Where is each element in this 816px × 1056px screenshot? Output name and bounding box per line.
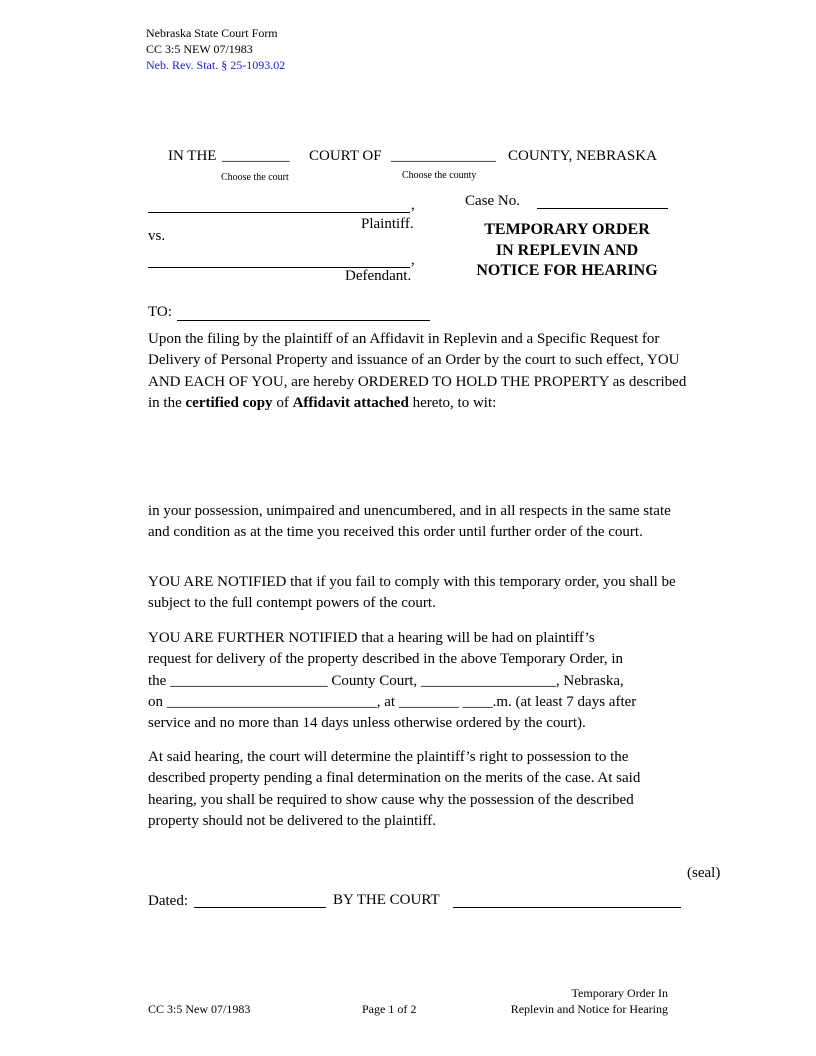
hearing-line-1: YOU ARE FURTHER NOTIFIED that a hearing will be had on plaintiff’s [148, 630, 595, 646]
defendant-label: Defendant. [345, 268, 412, 284]
by-the-court-label: BY THE COURT [333, 892, 440, 908]
defendant-comma: , [411, 252, 415, 268]
hearing-paragraph [148, 628, 688, 734]
case-no-label: Case No. [465, 193, 520, 209]
form-name: Nebraska State Court Form [146, 26, 278, 40]
order-bold-certified-copy: certified copy [185, 394, 273, 411]
caption-in-the: IN THE [168, 148, 217, 164]
footer-title [460, 985, 668, 1017]
footer-title-line-1: Temporary Order In [571, 986, 668, 1000]
judge-signature-field[interactable] [453, 889, 681, 908]
vs-label: vs. [148, 228, 166, 244]
case-no-field[interactable] [537, 190, 668, 209]
footer-title-line-2: Replevin and Notice for Hearing [510, 1002, 668, 1016]
choose-county-hint: Choose the county [402, 170, 477, 181]
dated-label: Dated: [148, 893, 188, 909]
possession-paragraph: in your possession, unimpaired and unencumbered, and in all respects in the same state and condition as at the time you received this order until further order of the court. [148, 503, 671, 541]
defendant-name-field[interactable] [148, 249, 410, 268]
contempt-paragraph: YOU ARE NOTIFIED that if you fail to comply with this temporary order, you shall be subject to the full contempt powers of the court. [148, 574, 676, 612]
statute-link[interactable]: Neb. Rev. Stat. § 25-1093.02 [146, 58, 286, 72]
to-recipient-field[interactable] [177, 302, 430, 321]
order-text-2: of [272, 394, 293, 411]
caption-court-of: COURT OF [309, 148, 382, 164]
footer-form-code: CC 3:5 New 07/1983 [148, 1002, 251, 1016]
hearing-line-5: service and no more than 14 days unless otherwise ordered by the court). [148, 715, 586, 732]
order-paragraph [148, 329, 688, 414]
hearing-line-4[interactable]: on ____________________________, at ________ ____.m. (at least 7 days after [148, 693, 637, 710]
title-line-3: NOTICE FOR HEARING [476, 262, 658, 279]
order-text-3: hereto, to wit: [408, 394, 497, 411]
determination-paragraph: At said hearing, the court will determine the plaintiff’s right to possession to the described property pending a final determination on the merits of the case. At said hearing, you shall be required to show cause why the possession of the described property should not be delivered to the plaintiff. [148, 749, 641, 829]
court-select[interactable]: _________ [222, 148, 290, 164]
choose-court-hint: Choose the court [221, 172, 289, 183]
to-label: TO: [148, 304, 172, 320]
plaintiff-comma: , [411, 197, 415, 213]
county-select[interactable]: ______________ [391, 148, 496, 164]
caption-county-nebraska: COUNTY, NEBRASKA [508, 148, 657, 164]
plaintiff-name-field[interactable] [148, 194, 410, 213]
order-text-1: Upon the filing by the plaintiff of an Affidavit in Replevin and a Specific Request for Delivery of Personal Property and issuance of an Order by the court to such effect, YOU AND EACH OF YOU, are hereby ORDERED TO HOLD THE PROPERTY as described in the [148, 331, 687, 411]
dated-field[interactable] [194, 889, 326, 908]
plaintiff-label: Plaintiff. [361, 216, 414, 232]
footer-page-number: Page 1 of 2 [362, 1002, 417, 1016]
form-code: CC 3:5 NEW 07/1983 [146, 42, 253, 56]
order-bold-affidavit-attached: Affidavit attached [292, 394, 409, 411]
hearing-line-2: request for delivery of the property described in the above Temporary Order, in [148, 651, 623, 668]
seal-label: (seal) [687, 865, 721, 881]
document-title [460, 220, 674, 282]
title-line-2: IN REPLEVIN AND [495, 241, 639, 259]
property-description-field[interactable] [148, 420, 688, 498]
title-line-1: TEMPORARY ORDER [484, 221, 650, 238]
hearing-line-3[interactable]: the _____________________ County Court, __________________, Nebraska, [148, 672, 624, 689]
